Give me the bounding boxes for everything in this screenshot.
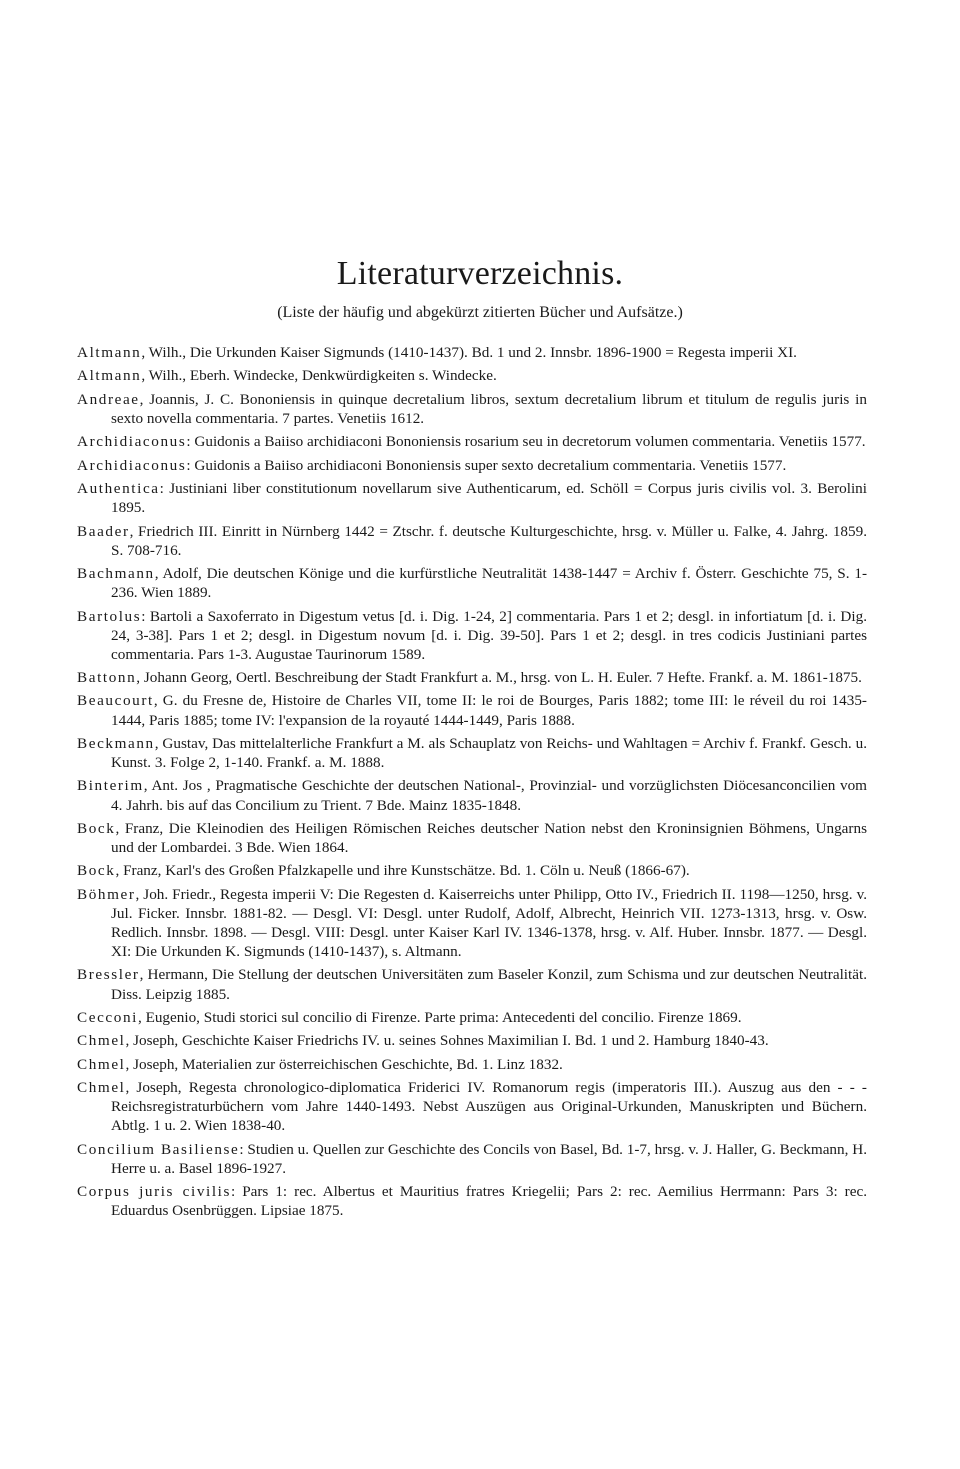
page-title: Literaturverzeichnis.	[336, 255, 624, 292]
entry-text: , Eugenio, Studi storici sul concilio di Firenze. Parte prima: Antecedenti del concilio. Firenze 1869.	[137, 1008, 742, 1026]
entry-author: Chmel	[77, 1032, 126, 1050]
bibliography-entry	[77, 564, 867, 602]
entry-author: Chmel	[77, 1055, 126, 1073]
bibliography-entry	[77, 819, 867, 857]
entry-text: , Johann Georg, Oertl. Beschreibung der Stadt Frankfurt a. M., hrsg. von L. H. Euler. 7 Hefte. Frankf. a. M. 1861-1875.	[136, 669, 862, 687]
entry-text: : Studien u. Quellen zur Geschichte des Concils von Basel, Bd. 1-7, hrsg. v. J. Haller, G. Beckmann, H. Herre u. a. Basel 1896-1927.	[111, 1140, 867, 1177]
entry-text: , Joseph, Geschichte Kaiser Friedrichs IV. u. seines Sohnes Maximilian I. Bd. 1 und 2. Hamburg 1840-43.	[125, 1032, 769, 1050]
page-subtitle: (Liste der häufig und abgekürzt zitierten Bücher und Aufsätze.)	[277, 304, 683, 321]
bibliography-entry	[77, 607, 867, 664]
entry-author: Baader	[77, 522, 130, 540]
entry-author: Beaucourt	[77, 692, 154, 710]
entry-text: : Guidonis a Baiiso archidiaconi Bononiensis rosarium seu in decretorum volumen commentaria. Venetiis 1577.	[186, 433, 866, 451]
entry-author: Bressler	[77, 966, 140, 984]
entry-author: Chmel	[77, 1079, 126, 1097]
bibliography-entry	[77, 734, 867, 772]
entry-author: Altmann	[77, 367, 142, 385]
entry-text: , Wilh., Die Urkunden Kaiser Sigmunds (1410-1437). Bd. 1 und 2. Innsbr. 1896-1900 = Regesta imperii XI.	[141, 344, 797, 361]
bibliography-entry	[77, 668, 867, 687]
bibliography-entry	[77, 1008, 867, 1027]
entry-text: , Joseph, Regesta chronologico-diplomatica Friderici IV. Romanorum regis (imperatoris III.). Auszug aus den - - - Reichsregistraturbüchern vom Jahre 1440-1493. Nebst Auszügen aus Original-Urkunden, Manuskripten und Büchern. Abtlg. 1 u. 2. Wien 1838-40.	[111, 1079, 867, 1135]
entry-text: : Justiniani liber constitutionum novellarum sive Authenticarum, ed. Schöll = Corpus juris civilis vol. 3. Berolini 1895.	[111, 480, 867, 517]
bibliography-entry	[77, 691, 867, 729]
entry-author: Archidiaconus	[77, 433, 187, 451]
bibliography-entry	[77, 885, 867, 961]
entry-text: , Joannis, J. C. Bononiensis in quinque decretalium libros, sextum decretalium librum et titulum de regulis juris in sexto novella commentaria. 7 partes. Venetiis 1612.	[111, 390, 867, 427]
entry-author: Archidiaconus	[77, 456, 187, 474]
entry-author: Bartolus	[77, 607, 142, 625]
bibliography-entry	[77, 432, 867, 451]
entry-author: Andreae	[77, 390, 140, 408]
entry-text: , Joseph, Materialien zur österreichischen Geschichte, Bd. 1. Linz 1832.	[125, 1055, 563, 1073]
entry-author: Corpus juris civilis	[77, 1183, 231, 1201]
entry-text: , Joh. Friedr., Regesta imperii V: Die Regesten d. Kaiserreichs unter Philipp, Otto IV., Friedrich II. 1198—1250, hrsg. v. Jul. Ficker. Innsbr. 1881-82. — Desgl. VI: Desgl. unter Rudolf, Adolf, Albrecht, Heinrich VII. 1273-1313, hrsg. v. Osw. Redlich. Innsbr. 1898. — Desgl. VIII: Desgl. unter Kaiser Karl IV. 1346-1378, hrsg. v. Alf. Huber. Innsbr. 1877. — Desgl. XI: Die Urkunden K. Sigmunds (1410-1437), s. Altmann.	[111, 885, 867, 961]
bibliography-entry	[77, 456, 867, 475]
entry-author: Binterim	[77, 777, 144, 795]
entry-author: Bock	[77, 862, 116, 880]
bibliography-entry	[77, 1078, 867, 1135]
entry-author: Bock	[77, 819, 116, 837]
entry-text: , Hermann, Die Stellung der deutschen Universitäten zum Baseler Konzil, zum Schisma und zur deutschen Neutralität. Diss. Leipzig 1885.	[111, 966, 867, 1003]
bibliography-entry	[77, 861, 867, 880]
entry-text: : Guidonis a Baiiso archidiaconi Bononiensis super sexto decretalium commentaria. Venetiis 1577.	[186, 456, 787, 474]
bibliography-entry	[77, 1182, 867, 1220]
entry-author: Bachmann	[77, 565, 155, 583]
entry-author: Battonn	[77, 669, 137, 687]
entry-text: , Franz, Die Kleinodien des Heiligen Römischen Reiches deutscher Nation nebst den Kroninsignien Böhmens, Ungarns und der Lombardei. 3 Bde. Wien 1864.	[111, 819, 867, 857]
entry-text: : Pars 1: rec. Albertus et Mauritius fratres Kriegelii; Pars 2: rec. Aemilius Herrmann: Pars 3: rec. Eduardus Osenbrüggen. Lipsiae 1875.	[111, 1183, 867, 1220]
entry-text: , Wilh., Eberh. Windecke, Denkwürdigkeiten s. Windecke.	[141, 367, 497, 385]
entry-text: : Bartoli a Saxoferrato in Digestum vetus [d. i. Dig. 1-24, 2] commentaria. Pars 1 et 2; desgl. in infortiatum [d. i. Dig. 24, 3-38]. Pars 1 et 2; desgl. in Digestum novum [d. i. Dig. 39-50]. Pars 1 et 2; desgl. in tres codicis Justiniani partes commentaria. Pars 1-3. Augustae Taurinorum 1589.	[111, 607, 867, 663]
bibliography-list	[77, 343, 867, 1225]
bibliography-entry	[77, 1055, 867, 1074]
entry-text: , Friedrich III. Einritt in Nürnberg 1442 = Ztschr. f. deutsche Kulturgeschichte, hrsg. v. Müller u. Falke, 4. Jahrg. 1859. S. 708-716.	[111, 522, 867, 559]
bibliography-entry	[77, 776, 867, 814]
bibliography-entry	[77, 1140, 867, 1178]
bibliography-entry	[77, 522, 867, 560]
entry-author: Böhmer	[77, 885, 136, 903]
entry-text: , Adolf, Die deutschen Könige und die kurfürstliche Neutralität 1438-1447 = Archiv f. Österr. Geschichte 75, S. 1-236. Wien 1889.	[111, 565, 867, 602]
entry-author: Concilium Basiliense	[77, 1140, 240, 1158]
entry-author: Authentica	[77, 480, 160, 498]
entry-author: Altmann	[77, 344, 142, 361]
entry-text: , Franz, Karl's des Großen Pfalzkapelle und ihre Kunstschätze. Bd. 1. Cöln u. Neuß (1866-67).	[115, 862, 690, 880]
bibliography-entry	[77, 366, 867, 385]
entry-text: , G. du Fresne de, Histoire de Charles VII, tome II: le roi de Bourges, Paris 1882; tome III: le réveil du roi 1435-1444, Paris 1885; tome IV: l'expansion de la royauté 1444-1449, Paris 1888.	[111, 692, 867, 729]
entry-author: Beckmann	[77, 734, 155, 752]
entry-text: , Ant. Jos , Pragmatische Geschichte der deutschen National-, Provinzial- und vorzüglichsten Diöcesanconcilien vom 4. Jahrh. bis auf das Concilium zu Trient. 7 Bde. Mainz 1835-1848.	[111, 777, 867, 814]
bibliography-entry	[77, 1031, 867, 1050]
bibliography-entry	[77, 479, 867, 517]
bibliography-entry	[77, 965, 867, 1003]
bibliography-entry	[77, 390, 867, 428]
entry-text: , Gustav, Das mittelalterliche Frankfurt a M. als Schauplatz von Reichs- und Wahltagen = Archiv f. Frankf. Gesch. u. Kunst. 3. Folge 2, 1-140. Frankf. a. M. 1888.	[111, 734, 867, 772]
entry-author: Cecconi	[77, 1008, 138, 1026]
bibliography-entry	[77, 343, 867, 362]
